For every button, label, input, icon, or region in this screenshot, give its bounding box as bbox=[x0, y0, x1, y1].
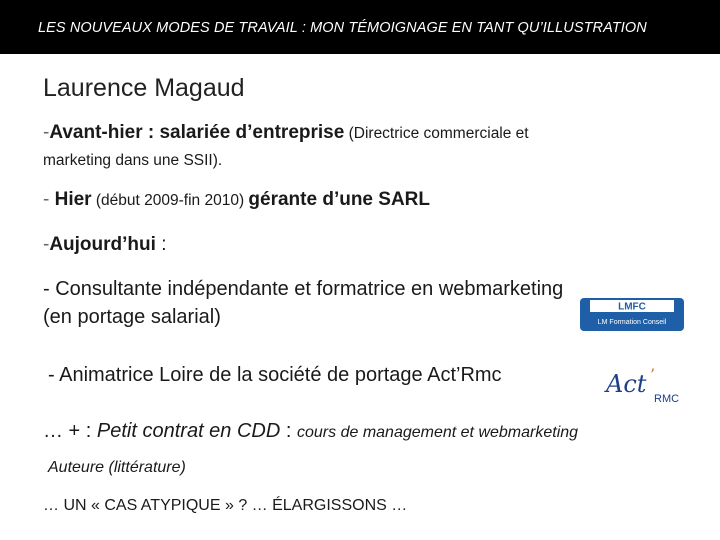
slide-title: LES NOUVEAUX MODES DE TRAVAIL : MON TÉMOIGNAGE EN TANT QU’ILLUSTRATION bbox=[38, 20, 647, 36]
bullet-avant-hier-continued: marketing dans une SSII). bbox=[43, 152, 223, 169]
bullet-dash: - bbox=[43, 234, 50, 255]
bullet-bold: Hier bbox=[54, 189, 92, 210]
bullet-detail: (Directrice commerciale et bbox=[344, 125, 529, 142]
bullet-bold: Aujourd’hui bbox=[49, 234, 156, 255]
lmfc-logo-subtext: LM Formation Conseil bbox=[597, 319, 667, 326]
actrmc-logo-apostrophe: ’ bbox=[650, 366, 656, 384]
bullet-colon: : bbox=[155, 234, 167, 255]
extra-colon: : bbox=[280, 420, 297, 442]
extra-author-line: Auteure (littérature) bbox=[48, 459, 186, 476]
actrmc-logo bbox=[604, 366, 680, 406]
bullet-detail: (début 2009-fin 2010) bbox=[91, 192, 249, 209]
sub-bullet-consultante: - Consultante indépendante et formatrice en webmarketing bbox=[43, 278, 564, 300]
bullet-avant-hier bbox=[43, 122, 529, 144]
slide-header-bar bbox=[0, 0, 720, 54]
bullet-hier bbox=[43, 189, 430, 211]
extra-activity-line bbox=[43, 420, 578, 443]
closing-line: … UN « CAS ATYPIQUE » ? … ÉLARGISSONS … bbox=[43, 497, 408, 514]
bullet-dash: - bbox=[43, 122, 50, 143]
sub-bullet-consultante-continued: (en portage salarial) bbox=[43, 306, 221, 328]
extra-contract: Petit contrat en CDD bbox=[96, 420, 281, 442]
extra-prefix: … + : bbox=[43, 420, 97, 442]
bullet-dash: - bbox=[43, 189, 55, 210]
actrmc-logo-subtext: RMC bbox=[654, 393, 680, 405]
extra-courses: cours de management et webmarketing bbox=[297, 424, 579, 441]
actrmc-logo-text: Act bbox=[606, 370, 647, 398]
bullet-aujourdhui bbox=[43, 234, 166, 256]
lmfc-logo bbox=[580, 298, 684, 331]
bullet-bold: gérante d’une SARL bbox=[248, 189, 430, 210]
author-name: Laurence Magaud bbox=[43, 74, 245, 102]
bullet-bold: Avant-hier : salariée d’entreprise bbox=[49, 122, 345, 143]
lmfc-logo-text: LMFC bbox=[618, 301, 646, 313]
sub-bullet-animatrice: - Animatrice Loire de la société de portage Act’Rmc bbox=[48, 364, 502, 386]
